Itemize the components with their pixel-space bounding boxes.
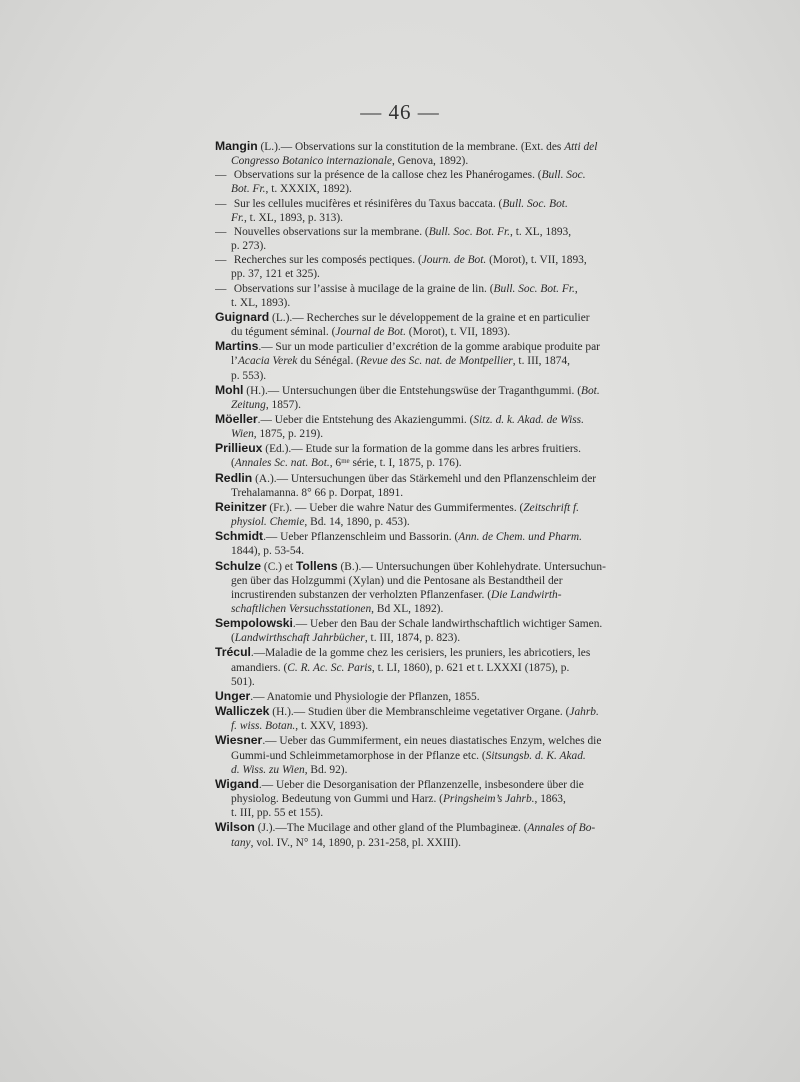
entry-italic-text: Bull. Soc. Bot. Fr. (428, 225, 511, 238)
bibliography-entry (215, 310, 671, 339)
entry-italic-text: physiol. Chemie (231, 516, 305, 529)
entry-line (215, 733, 671, 748)
entry-line (215, 354, 671, 368)
entry-text: du tégument séminal. ( (231, 326, 336, 339)
entry-text: , t. XL, 1893, p. 313). (243, 211, 344, 224)
entry-text: , Genova, 1892). (391, 155, 469, 168)
entry-text: t. XL, 1893). (231, 296, 291, 309)
entry-line (215, 704, 671, 719)
entry-line (215, 339, 671, 354)
entry-author: Martins (215, 339, 259, 354)
entry-text: , t. LI, 1860), p. 621 et t. LXXXI (1875), p. (371, 661, 570, 674)
entry-italic-text: Zeitschrift f. (523, 501, 580, 514)
entry-line (215, 471, 671, 486)
bibliography-entry (215, 225, 671, 253)
entry-text: physiolog. Bedeutung von Gummi und Harz. ( (231, 793, 443, 806)
bibliography-entry (215, 529, 671, 558)
entry-text: t. III, pp. 55 et 155). (231, 807, 324, 820)
entry-line (215, 486, 671, 500)
entry-text: (H.).— Untersuchungen über die Entstehungswüse der Traganthgummi. ( (243, 384, 581, 397)
bibliography-entry (215, 282, 671, 310)
entry-dash: — (215, 197, 227, 210)
entry-italic-text: tany (231, 836, 251, 849)
entry-line (215, 792, 671, 806)
entry-author: Tollens (295, 558, 338, 573)
entry-line (215, 296, 671, 310)
entry-line (215, 441, 671, 456)
entry-text: , Bd. 92). (304, 763, 348, 776)
entry-text: gen über das Holzgummi (Xylan) und die Pentosane als Bestandtheil der (231, 574, 563, 587)
entry-italic-text: Revue des Sc. nat. de Montpellier (359, 355, 513, 368)
bibliography-entry (215, 412, 671, 441)
entry-text: incrustirenden substanzen der verholzten Pflanzenfaser. ( (231, 588, 491, 601)
entry-author: Wigand (215, 776, 259, 791)
entry-italic-text: Jahrb. (569, 706, 599, 719)
entry-author: Wilson (215, 820, 255, 835)
entry-text: .— Ueber den Bau der Schale landwirthschaftlich wichtiger Samen. (292, 618, 603, 631)
entry-line (215, 836, 671, 850)
bibliography-entry (215, 139, 671, 168)
bibliography-entry (215, 253, 671, 281)
page-number: — 46 — (360, 100, 440, 124)
entry-italic-text: Fr. (231, 211, 244, 224)
entry-text: Gummi-und Schleimmetamorphose in der Pflanze etc. ( (231, 749, 486, 762)
entry-line (215, 211, 671, 225)
entry-dash: — (215, 282, 227, 295)
entry-italic-text: Acacia Verek (237, 355, 298, 368)
entry-italic-text: Bull. Soc. Bot. Fr. (493, 282, 575, 295)
entry-author: Mangin (215, 139, 258, 153)
entry-text: .— Ueber Pflanzenschleim und Bassorin. ( (263, 531, 459, 544)
entry-text: Observations sur l’assise à mucilage de la graine de lin. ( (231, 282, 494, 295)
entry-text: , (574, 282, 578, 295)
bibliography-entry (215, 820, 671, 849)
entry-text: .— Ueber die Desorganisation der Pflanzenzelle, insbesondere über die (258, 778, 584, 791)
entry-italic-text: Annales Sc. nat. Bot. (234, 457, 330, 470)
entry-text: , 1875, p. 219). (253, 428, 324, 441)
entry-line (215, 168, 671, 182)
entry-text: (Ed.).— Etude sur la formation de la gomme dans les arbres fruitiers. (262, 443, 581, 456)
entry-line (215, 154, 671, 168)
entry-text: , t. III, 1874, (512, 355, 570, 368)
entry-text: (Morot), t. VII, 1893). (405, 326, 511, 339)
entry-line (215, 197, 671, 211)
entry-italic-text: C. R. Ac. Sc. Paris (287, 661, 372, 674)
entry-line (215, 616, 671, 631)
bibliography-entry (215, 559, 671, 617)
entry-author: Redlin (215, 470, 253, 485)
entry-line (215, 544, 671, 558)
entry-italic-text: Bull. Soc. (541, 169, 586, 182)
bibliography-entry (215, 733, 671, 776)
entry-italic-text: Bull. Soc. Bot. (502, 197, 568, 210)
entry-text: (Fr.). — Ueber die wahre Natur des Gummifermentes. ( (266, 501, 524, 514)
entry-line (215, 225, 671, 239)
entry-italic-text: Ann. de Chem. und Pharm. (458, 531, 582, 544)
bibliography-entry (215, 645, 671, 688)
entry-text: pp. 37, 121 et 325). (231, 268, 320, 281)
bibliography-entry (215, 689, 671, 704)
entry-text: .— Ueber das Gummiferment, ein neues diastatisches Enzym, welches die (262, 735, 602, 748)
entry-line (215, 267, 671, 281)
entry-text: 1844), p. 53-54. (231, 545, 305, 558)
entry-line (215, 574, 671, 588)
bibliography-entry (215, 197, 671, 225)
entry-text: .— Ueber die Entstehung des Akaziengummi. ( (257, 413, 474, 426)
entry-author: Trécul (215, 645, 251, 660)
entry-line (215, 763, 671, 777)
entry-line (215, 529, 671, 544)
entry-line (215, 689, 671, 704)
entry-line (215, 310, 671, 325)
entry-author: Möeller (215, 411, 258, 426)
entry-line (215, 139, 671, 154)
entry-line (215, 412, 671, 427)
entry-author: Unger (215, 688, 251, 703)
entry-italic-text: Landwirthschaft Jahrbücher (234, 632, 365, 645)
bibliography-entry (215, 777, 671, 820)
entry-italic-text: Journal de Bot. (335, 326, 406, 339)
bibliography-entry (215, 704, 671, 733)
entry-line (215, 427, 671, 441)
entry-text: ( (231, 457, 235, 470)
entry-line (215, 456, 671, 470)
entry-italic-text: Journ. de Bot. (421, 254, 487, 267)
entry-line (215, 182, 671, 196)
entry-italic-text: Bot. (581, 384, 600, 397)
entry-author: Guignard (215, 309, 270, 324)
entry-text: Sur les cellules mucifères et résinifères du Taxus baccata. ( (231, 197, 503, 210)
entry-text: , 1857). (265, 398, 301, 411)
entry-text: (J.).—The Mucilage and other gland of the Plumbagineæ. ( (254, 822, 528, 835)
entry-line (215, 806, 671, 820)
entry-italic-text: Congresso Botanico internazionale (231, 155, 392, 168)
entry-line (215, 675, 671, 689)
entry-text: .— Anatomie und Physiologie der Pflanzen, 1855. (250, 690, 480, 703)
entry-author: Walliczek (215, 704, 270, 719)
entry-italic-text: f. wiss. Botan. (231, 720, 296, 733)
entry-italic-text: Pringsheim’s Jahrb. (442, 793, 535, 806)
entry-line (215, 559, 671, 574)
entry-text: Trehalamanna. 8° 66 p. Dorpat, 1891. (231, 486, 404, 499)
entry-author: Wiesner (215, 733, 263, 748)
entry-line (215, 820, 671, 835)
bibliography-entry (215, 616, 671, 645)
bibliography-entry (215, 500, 671, 529)
entry-text: , Bd XL, 1892). (371, 603, 444, 615)
entry-text: Nouvelles observations sur la membrane. ( (231, 225, 429, 238)
entry-text: p. 273). (231, 240, 267, 253)
bibliography-entry (215, 339, 671, 382)
entry-text: , 1863, (534, 793, 566, 806)
entry-line (215, 631, 671, 645)
entry-text: (Morot), t. VII, 1893, (486, 254, 587, 267)
entry-line (215, 588, 671, 602)
entry-line (215, 369, 671, 383)
entry-line (215, 719, 671, 733)
entry-text: , Bd. 14, 1890, p. 453). (304, 516, 410, 529)
entry-line (215, 383, 671, 398)
entry-line (215, 325, 671, 339)
entry-italic-text: schaftlichen Versuchsstationen (231, 603, 372, 615)
entry-dash: — (215, 169, 227, 182)
entry-text: 501). (231, 675, 255, 688)
entry-text: (L.).— Recherches sur le développement de la graine et en particulier (269, 311, 590, 324)
entry-text: .— Sur un mode particulier d’excrétion de la gomme arabique produite par (258, 341, 600, 354)
entry-line (215, 398, 671, 412)
entry-line (215, 661, 671, 675)
entry-line (215, 253, 671, 267)
entry-text: l’ (231, 355, 238, 368)
entry-line (215, 645, 671, 660)
entry-text: du Sénégal. ( (297, 355, 360, 368)
entry-line (215, 777, 671, 792)
entry-italic-text: Atti del (564, 141, 598, 153)
bibliography-entry (215, 441, 671, 470)
entry-text: (B.).— Untersuchungen über Kohlehydrate. Untersuchun- (337, 560, 606, 573)
entry-line (215, 239, 671, 253)
entry-text: , t. XXXIX, 1892). (265, 183, 352, 196)
entry-text: p. 553). (231, 369, 267, 382)
entry-italic-text: Sitsungsb. d. K. Akad. (485, 749, 586, 762)
bibliography-entry (215, 383, 671, 412)
entry-text: (H.).— Studien über die Membranschleime vegetativer Organe. ( (269, 706, 570, 719)
entry-line (215, 749, 671, 763)
entry-author: Sempolowski (215, 616, 293, 631)
entry-italic-text: Annales of Bo- (527, 822, 596, 835)
entry-text: amandiers. ( (231, 661, 288, 674)
entry-text: , t. XL, 1893, (510, 225, 572, 238)
entry-italic-text: d. Wiss. zu Wien (231, 763, 305, 776)
bibliography-entry (215, 471, 671, 500)
entry-text: (C.) et (261, 560, 296, 573)
entry-italic-text: Wien (231, 428, 254, 441)
entry-line (215, 515, 671, 529)
entry-dash: — (215, 254, 227, 267)
entry-text: (A.).— Untersuchungen über das Stärkemehl und den Pflanzenschleim der (252, 472, 597, 485)
entry-text: Recherches sur les composés pectiques. ( (231, 254, 422, 267)
entry-text: , t. XXV, 1893). (295, 720, 369, 733)
entry-line (215, 500, 671, 515)
entry-text: , t. III, 1874, p. 823). (364, 632, 461, 645)
entry-italic-text: Sitz. d. k. Akad. de Wiss. (473, 413, 584, 426)
entry-text: ( (231, 632, 235, 645)
entry-text: , 6ᵐᵉ série, t. I, 1875, p. 176). (329, 457, 462, 470)
entry-author: Schulze (215, 558, 262, 573)
entry-italic-text: Zeitung (231, 398, 266, 411)
entry-line (215, 282, 671, 296)
entry-text: .—Maladie de la gomme chez les cerisiers, les pruniers, les abricotiers, les (250, 647, 591, 660)
entry-line (215, 602, 671, 616)
bibliography-list (215, 139, 671, 850)
entry-text: (L.).— Observations sur la constitution de la membrane. (Ext. des (257, 141, 565, 153)
entry-italic-text: Die Landwirth- (490, 588, 562, 601)
entry-author: Mohl (215, 382, 244, 397)
entry-text: Observations sur la présence de la callose chez les Phanérogames. ( (231, 169, 542, 182)
entry-dash: — (215, 225, 227, 238)
entry-text: , vol. IV., N° 14, 1890, p. 231-258, pl. XXIII). (250, 836, 461, 849)
entry-italic-text: Bot. Fr. (231, 183, 266, 196)
entry-author: Schmidt (215, 529, 264, 544)
entry-author: Prillieux (215, 441, 263, 456)
bibliography-entry (215, 168, 671, 196)
entry-author: Reinitzer (215, 499, 267, 514)
